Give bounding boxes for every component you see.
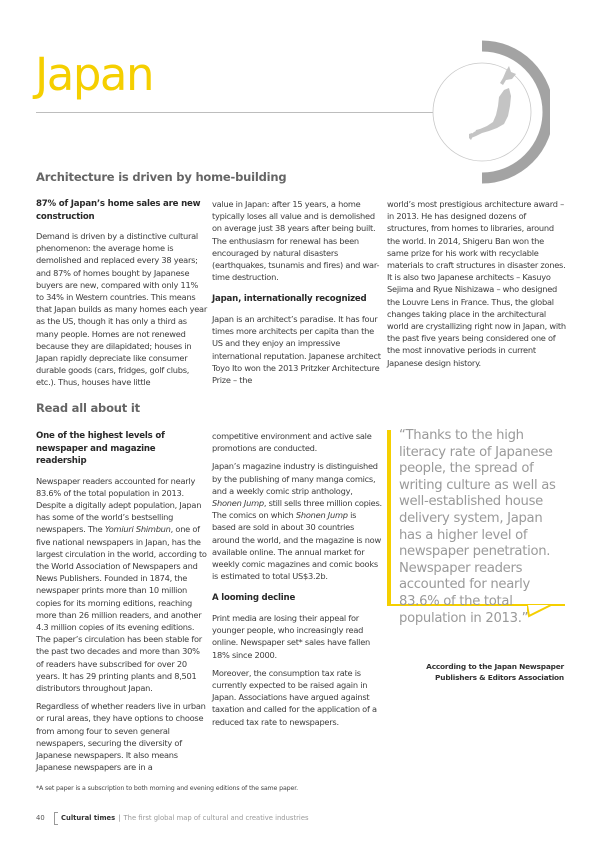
subheading-home-sales: 87% of Japan’s home sales are new construction [36, 199, 201, 222]
readership-column-1 [36, 430, 208, 779]
footer-separator: | [118, 814, 121, 822]
paragraph: world’s most prestigious architecture award – in 2013. He has designed dozens of structures, from homes to libraries, around the world. In 2014, Shigeru Ban won the same prize for his work with recyclable materials to craft structures in disaster zones. It is also two Japanese architects – Kasuyo Sejima and Ryue Nishizawa – who designed the Louvre Lens in France. Thus, the global changes taking place in the architectural world are crystallizing right now in Japan, with the past five years being considered one of the most innovative periods in current Japanese design history. [387, 199, 566, 368]
bracket-icon [54, 812, 58, 825]
subheading-looming-decline: A looming decline [212, 593, 296, 604]
title-rule [36, 112, 438, 113]
paragraph: Print media are losing their appeal for younger people, who increasingly read online. Newspaper set* sales have fallen 18% since 2000. [212, 612, 371, 660]
paragraph: Newspaper readers accounted for nearly 83.6% of the total population in 2013. Despite a digitally adept population, Japan has some of the world’s bestselling newspapers. The Yomiuri Shimbun, one of five national newspapers in Japan, has the largest circulation in the world, according to the World Association of Newspapers and News Publishers. Founded in 1874, the newspaper prints more than 10 million copies for its morning editions, reaching more than 26 million readers, and another 4.3 million copies of its evening editions. The paper’s circulation has been stable for the past two decades and more than 30% of readers have subscribed for over 20 years. It has 29 printing plants and 8,501 distributors throughout Japan. [36, 475, 207, 693]
section-heading-read-all: Read all about it [36, 401, 140, 415]
publication-subtitle: The first global map of cultural and creative industries [123, 814, 309, 822]
paragraph: competitive environment and active sale promotions are conducted. [212, 431, 372, 454]
subheading-readership: One of the highest levels of newspaper and magazine readership [36, 431, 165, 466]
quote-source: According to the Japan Newspaper Publishers & Editors Association [426, 662, 564, 682]
section-heading-architecture: Architecture is driven by home-building [36, 170, 287, 184]
paragraph: Moreover, the consumption tax rate is currently expected to be raised again in Japan. Associations have argued against taxation and called for the application of a reduced tax rate to newspapers. [212, 667, 377, 727]
paragraph: Regardless of whether readers live in urban or rural areas, they have options to choose from among four to seven general newspapers, securing the diversity of Japanese newspapers. It also means Japanese newspapers are in a [36, 701, 206, 773]
page-title: Japan [35, 48, 154, 101]
paragraph: Japan is an architect’s paradise. It has four times more architects per capita than the US and they enjoy an impressive international reputation. Japanese architect Toyo Ito won the 2013 Pritzker Architecture Prize – the [212, 313, 381, 385]
page-number: 40 [36, 814, 45, 822]
quote-text: “Thanks to the high literacy rate of Japanese people, the spread of writing culture as well as well-established house delivery system, Japan has a higher level of newspaper penetration. Newspaper readers accounted for nearly 83.6% of the total population in 2013.” [399, 428, 556, 626]
japan-map-icon [420, 38, 550, 188]
architecture-column-3 [387, 198, 567, 375]
readership-column-2 [212, 430, 382, 734]
publication-name: Cultural times [61, 814, 116, 822]
page-footer [36, 811, 309, 825]
footnote: *A set paper is a subscription to both morning and evening editions of the same paper. [36, 785, 298, 792]
architecture-column-1 [36, 198, 208, 395]
subheading-internationally-recognized: Japan, internationally recognized [212, 294, 367, 305]
paragraph: value in Japan: after 15 years, a home typically loses all value and is demolished on average just 38 years after being built. The enthusiasm for renewal has been encouraged by natural disasters (earthquakes, tsunamis and fires) and war-time destruction. [212, 199, 380, 283]
paragraph: Demand is driven by a distinctive cultural phenomenon: the average home is demolished and replaced every 38 years; and 87% of homes bought by Japanese buyers are new, compared with only 11% to 34% in Western countries. This means that Japan builds as many homes each year as the US, though it has only a third as many people. Homes are not renewed because they are dilapidated; houses in Japan rapidly depreciate like consumer durable goods (cars, fridges, golf clubs, etc.). Thus, houses have little [36, 231, 208, 388]
architecture-column-2 [212, 198, 382, 392]
pull-quote [387, 428, 567, 626]
paragraph: Japan’s magazine industry is distinguished by the publishing of many manga comics, and a weekly comic strip anthology, Shonen Jump, still sells three million copies. The comics on which Shonen Jump is based are sold in about 30 countries around the world, and the magazine is now available online. The annual market for weekly comic magazines and comic books is estimated to total US$3.2b. [212, 461, 382, 582]
quote-accent-bar [387, 430, 391, 606]
